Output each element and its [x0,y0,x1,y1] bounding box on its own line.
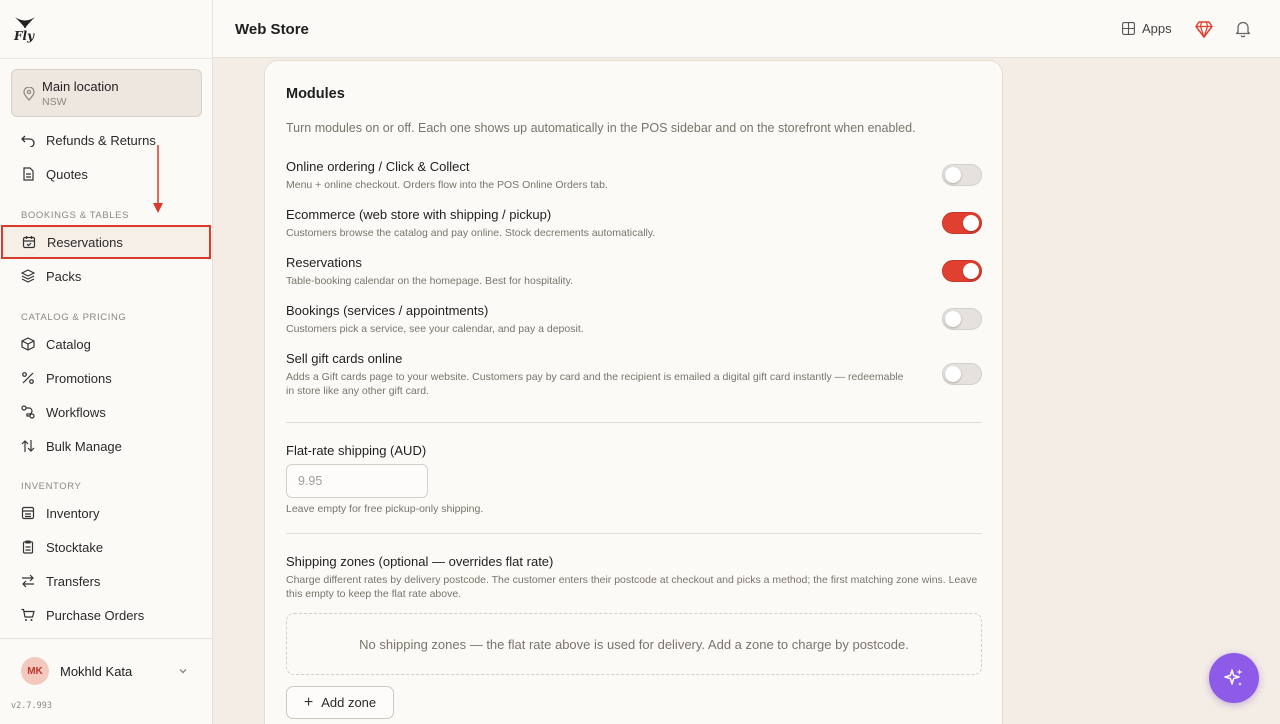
divider [0,58,212,59]
sidebar-item-label: Refunds & Returns [46,132,156,148]
modules-card [264,60,1003,724]
sidebar-item-label: Purchase Orders [46,607,145,623]
map-pin-icon [23,87,35,101]
toggle-bookings[interactable] [942,308,982,330]
module-ecommerce [286,207,982,240]
sidebar-item-label: Reservations [47,234,123,250]
document-icon [21,167,35,181]
module-title: Online ordering / Click & Collect [286,159,470,174]
chevron-down-icon [178,666,188,676]
module-description: Customers pick a service, see your calendar, and pay a deposit. [286,323,584,335]
ai-assistant-button[interactable] [1209,653,1259,703]
module-title: Ecommerce (web store with shipping / pickup) [286,207,552,222]
sidebar [0,0,213,724]
sidebar-item-label: Promotions [46,370,112,386]
sidebar-item-workflows[interactable] [0,395,212,429]
card-title: Modules [286,86,345,102]
sidebar-item-stocktake[interactable] [0,530,212,564]
divider [286,533,982,534]
shipping-zones-helper: Charge different rates by delivery postcode. The customer enters their postcode at checkout and picks a method; the first matching zone wins. Leave this empty to keep the flat rate above. [286,574,978,600]
sidebar-item-packs[interactable] [0,259,212,293]
toggle-reservations[interactable] [942,260,982,282]
sidebar-item-label: Inventory [46,505,100,521]
add-zone-label: Add zone [321,695,377,710]
sidebar-item-label: Stocktake [46,539,104,555]
sidebar-item-label: Bulk Manage [46,438,122,454]
card-description: Turn modules on or off. Each one shows up automatically in the POS sidebar and on the storefront when enabled. [286,121,916,135]
calendar-icon [22,235,36,249]
sidebar-item-bulk-manage[interactable] [0,429,212,463]
location-name: Main location [42,79,119,94]
module-description: Menu + online checkout. Orders flow into the POS Online Orders tab. [286,179,608,191]
sidebar-item-label: Workflows [46,404,106,420]
sidebar-item-label: Catalog [46,336,91,352]
flat-rate-label: Flat-rate shipping (AUD) [286,443,427,458]
module-bookings [286,303,982,336]
workflow-icon [21,405,35,419]
sidebar-item-transfers[interactable] [0,564,212,598]
clipboard-icon [21,540,35,554]
box-icon [21,337,35,351]
layers-icon [21,269,35,283]
bell-icon[interactable] [1235,20,1251,38]
toggle-online-ordering[interactable] [942,164,982,186]
top-header [213,0,1280,58]
sidebar-item-label: Packs [46,268,82,284]
module-description: Adds a Gift cards page to your website. Customers pay by card and the recipient is emailed a digital gift card instantly — redeemable in store like any other gift card. [286,371,904,397]
module-reservations [286,255,982,288]
toggle-gift-cards[interactable] [942,363,982,385]
apps-button[interactable] [1122,21,1172,36]
module-gift-cards [286,351,982,398]
module-title: Sell gift cards online [286,351,403,366]
module-description: Customers browse the catalog and pay online. Stock decrements automatically. [286,227,656,239]
logo-text: Fly [14,29,35,43]
section-label-catalog: CATALOG & PRICING [21,312,127,323]
section-label-bookings: BOOKINGS & TABLES [21,210,130,221]
page-title: Web Store [235,21,309,38]
cart-icon [21,608,35,622]
shipping-zones-label: Shipping zones (optional — overrides flat rate) [286,554,554,569]
avatar: MK [21,657,49,685]
divider [0,638,212,639]
location-selector[interactable] [11,69,202,117]
sidebar-item-inventory[interactable] [0,496,212,530]
sidebar-item-refunds-returns[interactable] [0,123,212,157]
gem-icon[interactable] [1195,21,1213,38]
apps-label: Apps [1142,21,1172,36]
undo-icon [21,133,35,147]
shipping-zones-empty-state [286,613,982,675]
sidebar-item-quotes[interactable] [0,157,212,191]
grid-icon [1122,22,1135,35]
sort-arrows-icon [21,439,35,453]
flat-rate-helper: Leave empty for free pickup-only shipping. [286,503,484,515]
module-title: Bookings (services / appointments) [286,303,489,318]
sidebar-item-purchase-orders[interactable] [0,598,212,632]
plus-icon: + [303,693,314,711]
app-version: v2.7.993 [11,701,52,711]
location-region: NSW [42,96,67,108]
divider [286,422,982,423]
sidebar-item-label: Transfers [46,573,101,589]
annotation-arrow-icon [152,145,164,215]
section-label-inventory: INVENTORY [21,481,82,492]
module-title: Reservations [286,255,362,270]
add-zone-button[interactable] [286,686,394,719]
sidebar-item-label: Quotes [46,166,88,182]
user-name: Mokhld Kata [60,664,133,679]
user-menu[interactable] [21,657,201,685]
sidebar-item-reservations[interactable] [1,225,211,259]
module-online-ordering [286,159,982,192]
flat-rate-input[interactable] [286,464,428,498]
sparkle-icon [1223,667,1245,689]
sidebar-item-catalog[interactable] [0,327,212,361]
module-description: Table-booking calendar on the homepage. Best for hospitality. [286,275,573,287]
toggle-ecommerce[interactable] [942,212,982,234]
empty-state-text: No shipping zones — the flat rate above is used for delivery. Add a zone to charge by postcode. [359,636,909,652]
transfer-icon [21,574,35,588]
inventory-icon [21,506,35,520]
percent-icon [21,371,35,385]
sidebar-item-promotions[interactable] [0,361,212,395]
